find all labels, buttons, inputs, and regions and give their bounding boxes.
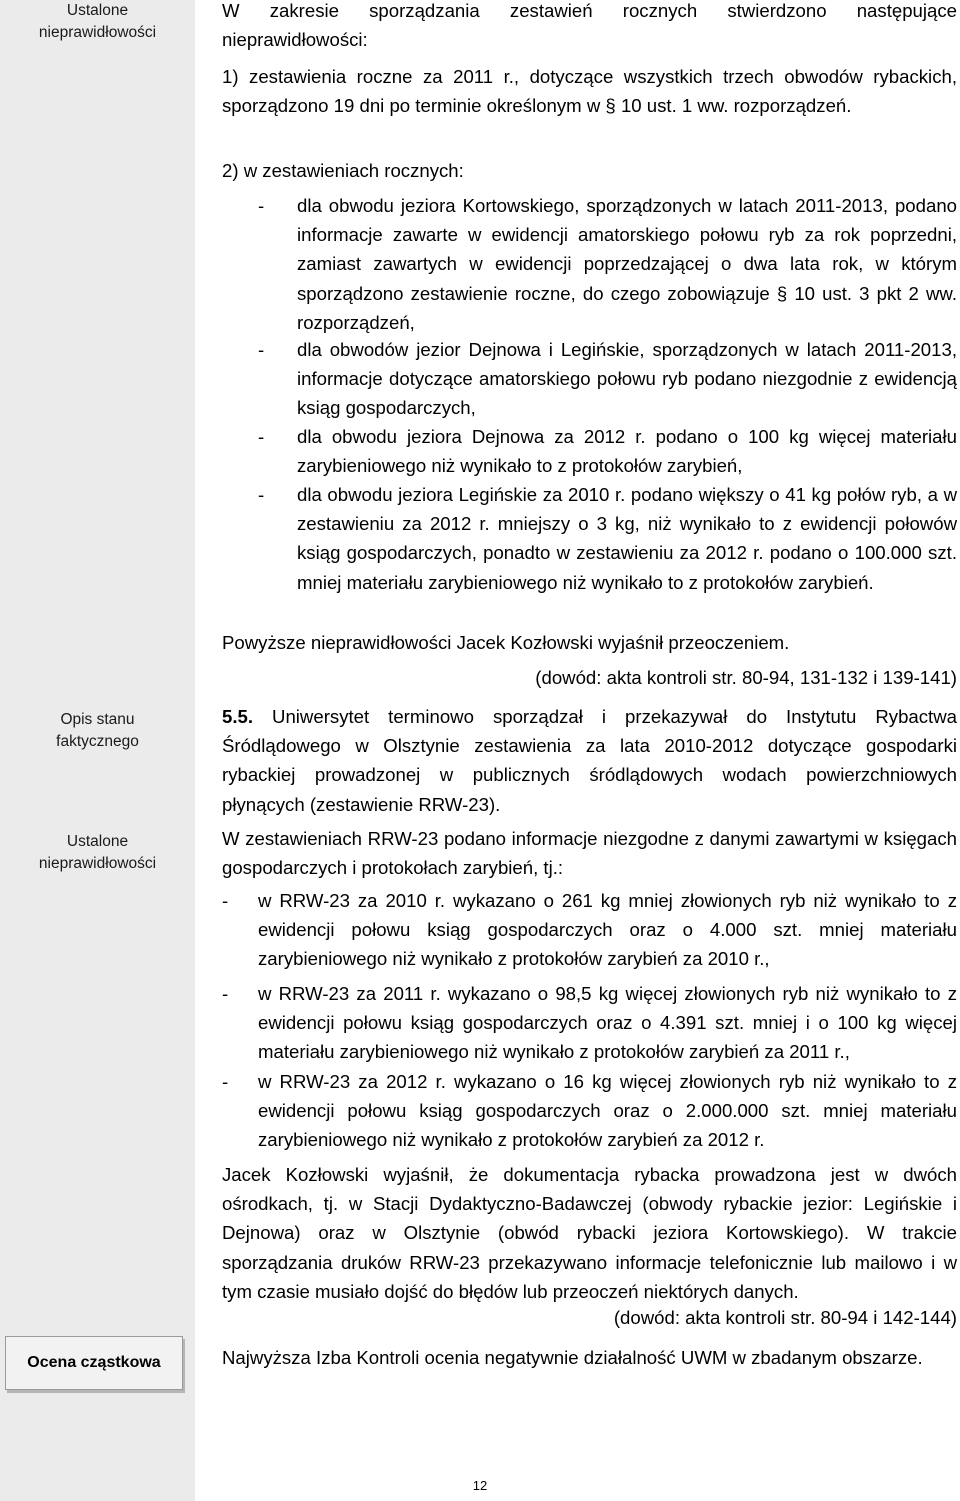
point2-item-1: dla obwodu jeziora Kortowskiego, sporządzonych w latach 2011-2013, podano informacje zawarte w ewidencji amatorskiego połowu ryb za rok poprzedni, zamiast zawartych w ewidencji poprzedzającej o dwa lata rok, w którym sporządzono zestawienie roczne, do czego zobowiązuje § 10 ust. 3 pkt 2 ww. rozporządzeń, [297, 195, 957, 333]
sidebar-label-facts: Opis stanu faktycznego [56, 711, 139, 750]
sidebar-label-irregularities-2: Ustalone nieprawidłowości [38, 833, 157, 872]
page-number: 12 [472, 1478, 488, 1493]
list-dash: - [222, 1071, 229, 1092]
assessment-label: Ocena cząstkowa [27, 1354, 161, 1371]
point2-item-2: dla obwodów jezior Dejnowa i Legińskie, sporządzonych w latach 2011-2013, informacje dotyczące amatorskiego połowu ryb podano niezgodnie z ewidencją ksiąg gospodarczych, [297, 339, 957, 419]
margin-sidebar [0, 0, 195, 1501]
evidence-1: (dowód: akta kontroli str. 80-94, 131-132 i 139-141) [535, 667, 957, 688]
section-5-5 [222, 702, 957, 819]
rrw-item-2012: w RRW-23 za 2012 r. wykazano o 16 kg więcej złowionych ryb niż wynikało to z ewidencji połowu ksiąg gospodarczych oraz o 2.000.000 szt. mniej materiału zarybieniowego niż wynikało z protokołów zarybień za 2012 r. [258, 1071, 957, 1151]
intro-paragraph: W zakresie sporządzania zestawień rocznych stwierdzono następujące nieprawidłowości: [222, 0, 957, 51]
evidence-2: (dowód: akta kontroli str. 80-94 i 142-144) [613, 1307, 957, 1328]
list-dash: - [258, 484, 265, 505]
assessment-paragraph: Najwyższa Izba Kontroli ocenia negatywnie działalność UWM w zbadanym obszarze. [222, 1347, 923, 1368]
rrw-item-2010: w RRW-23 za 2010 r. wykazano o 261 kg mniej złowionych ryb niż wynikało to z ewidencji połowu ksiąg gospodarczych oraz o 4.000 szt. mniej materiału zarybieniowego niż wynikało z protokołów zarybień za 2010 r., [258, 890, 957, 970]
list-dash: - [222, 983, 229, 1004]
list-dash: - [258, 195, 265, 216]
point2-item-3: dla obwodu jeziora Dejnowa za 2012 r. podano o 100 kg więcej materiału zarybieniowego niż wynikało to z protokołów zarybień, [297, 426, 957, 477]
point2-item-4: dla obwodu jeziora Legińskie za 2010 r. podano większy o 41 kg połów ryb, a w zestawieniu za 2012 r. mniejszy o 3 kg, niż wynikało to z ewidencji połowów ksiąg gospodarczych, ponadto w zestawieniu za 2012 r. podano o 100.000 szt. mniej materiału zarybieniowego niż wynikało to z protokołów zarybień. [297, 484, 957, 593]
explanation-1: Powyższe nieprawidłowości Jacek Kozłowski wyjaśnił przeoczeniem. [222, 632, 790, 653]
list-dash: - [258, 339, 265, 360]
sidebar-label-irregularities: Ustalone nieprawidłowości [38, 2, 157, 41]
list-dash: - [222, 890, 229, 911]
point-2: 2) w zestawieniach rocznych: [222, 160, 464, 181]
list-dash: - [258, 426, 265, 447]
section-number: 5.5. [222, 706, 254, 727]
point-1: 1) zestawienia roczne za 2011 r., dotyczące wszystkich trzech obwodów rybackich, sporządzono 19 dni po terminie określonym w § 10 ust. 1 ww. rozporządzeń. [222, 66, 957, 117]
rrw-item-2011: w RRW-23 za 2011 r. wykazano o 98,5 kg więcej złowionych ryb niż wynikało to z ewidencji połowu ksiąg gospodarczych oraz o 4.391 szt. mniej i o 100 kg więcej materiału zarybieniowego niż wynikało z protokołów zarybień za 2011 r., [258, 983, 957, 1063]
section-text: Uniwersytet terminowo sporządzał i przekazywał do Instytutu Rybactwa Śródlądowego w Olsztynie zestawienia za lata 2010-2012 dotyczące gospodarki rybackiej prowadzonej w publicznych śródlądowych wodach powierzchniowych płynących (zestawienie RRW-23). [222, 706, 957, 815]
rrw-intro: W zestawieniach RRW-23 podano informacje niezgodne z danymi zawartymi w księgach gospodarczych i protokołach zarybień, tj.: [222, 828, 957, 879]
explanation-2: Jacek Kozłowski wyjaśnił, że dokumentacja rybacka prowadzona jest w dwóch ośrodkach, tj. w Stacji Dydaktyczno-Badawczej (obwody rybackie jezior: Legińskie i Dejnowa) oraz w Olsztynie (obwód rybacki jeziora Kortowskiego). W trakcie sporządzania druków RRW-23 przekazywano informacje telefonicznie lub mailowo i w tym czasie musiało dojść do błędów lub przeoczeń niektórych danych. [222, 1164, 957, 1302]
assessment-label-box [5, 1336, 183, 1390]
